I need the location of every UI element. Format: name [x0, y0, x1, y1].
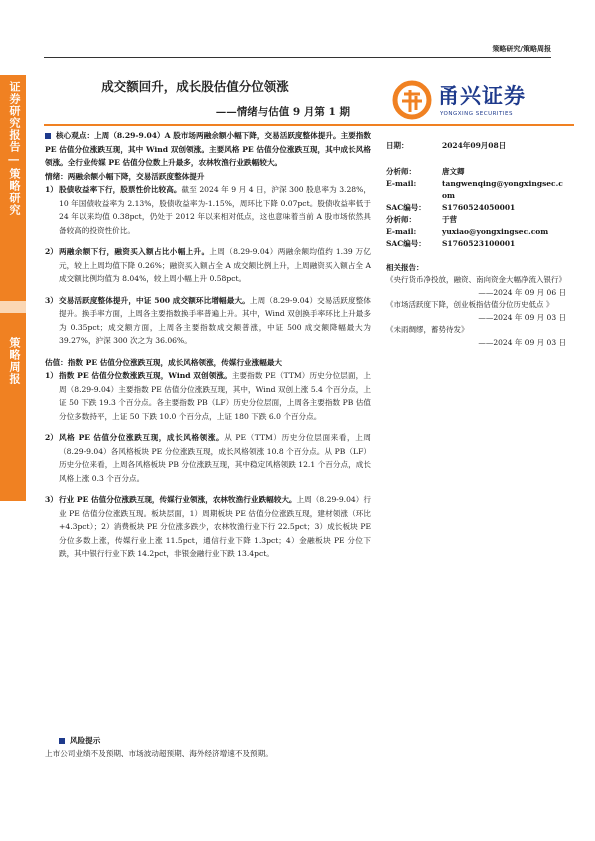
list-item [45, 493, 371, 561]
list-item [45, 294, 371, 348]
analyst-sac: S1760523100001 [442, 239, 516, 248]
analyst-sac-row [386, 202, 566, 214]
section-sentiment-head: 情绪：两融余额小幅下降，交易活跃度整体提升 [45, 171, 205, 181]
core-label: 核心观点： [56, 131, 95, 140]
item-lead: 行业 PE 估值分位涨跌互现，传媒行业领涨，农林牧渔行业跌幅较大。 [59, 495, 297, 504]
item-num: 3） [45, 295, 58, 305]
analyst-sac: S1760524050001 [442, 203, 516, 212]
report-date: 2024年09月08日 [442, 141, 507, 150]
title-rule [44, 124, 574, 126]
related-reports-head: 相关报告： [386, 263, 424, 272]
related-report-title: 《央行货币净投放，融资、南向资金大幅净流入银行》 [386, 275, 566, 284]
logo-name: 甬兴证券 [438, 84, 526, 108]
item-num: 1） [45, 185, 58, 194]
risk-text: 上市公司业绩不及预期、市场波动超预期、海外经济增速不及预期。 [45, 749, 273, 758]
risk-section [45, 734, 565, 760]
analyst-email-link[interactable]: tangwenqing@yongxingsec.com [442, 179, 563, 200]
analyst-sac-row [386, 238, 566, 250]
bullet-square-icon [59, 738, 65, 744]
related-report-date: ——2024 年 09 月 06 日 [478, 287, 566, 297]
date-row [386, 140, 566, 152]
info-sidebar [386, 140, 566, 349]
analyst-name-row [386, 214, 566, 226]
item-text: 上周（8.29-9.04）两融余额均值约 1.39 万亿元，较上上周均值下降 0.26%；融资买入额占全 A 成交额比例上升，上周融资买入额占全 A 成交额比例均值为 8.04%，较上周小幅上升 0.58pct。 [59, 247, 371, 283]
item-text: 截至 2024 年 9 月 4 日，沪深 300 股息率为 3.28%，10 年国债收益率为 2.13%，股债收益率为-1.15%，周环比下降 0.07pct。股债收益率低于 24 年以来均值 0.38pct，仍处于 2012 年以来相对低点，这也意味着当前 A 股市场依然具备较高的投资性价比。 [59, 185, 371, 235]
section-valuation-head: 估值：指数 PE 估值分位涨跌互现，成长风格领涨，传媒行业涨幅最大 [45, 357, 283, 367]
item-lead: 股债收益率下行，股票性价比较高。 [59, 185, 182, 194]
list-item [45, 183, 371, 237]
related-report-date: ——2024 年 09 月 03 日 [478, 312, 566, 322]
item-lead: 交易活跃度整体提升，中证 500 成交额环比增幅最大。 [59, 295, 250, 305]
item-lead: 风格 PE 估值分位涨跌互现，成长风格领涨。 [59, 433, 225, 442]
date-label: 日期： [386, 141, 409, 150]
logo-mark-icon [390, 78, 434, 122]
analyst-email-row [386, 178, 566, 202]
side-band-bottom [0, 313, 26, 501]
item-text: 主要指数 PE（TTM）历史分位层面，上周（8.29-9.04）主要指数 PE 估值分位涨跌互现，其中，Wind 双创上涨 5.4 个百分点，上证 50 下跌 19.3 个百分点。各主要指数 PB（LF）历史分位层面，上周各主要指数 PB 估值分位多数持平，上证 50 下跌 10.0 个百分点，上证 180 下跌 6.0 个百分点。 [59, 371, 371, 421]
title-block [40, 77, 350, 119]
risk-head-text: 风险提示 [70, 736, 101, 745]
side-label-top: 证券研究报告 | 策略研究 [8, 81, 21, 216]
item-lead: 指数 PE 估值分位数涨跌互现，Wind 双创领涨。 [59, 371, 232, 380]
header-tag: 策略研究/策略周报 [492, 45, 551, 53]
sac-label: SAC编号： [386, 203, 426, 212]
analyst-email-row [386, 226, 566, 238]
analyst-email-link[interactable]: yuxiao@yongxingsec.com [442, 227, 549, 236]
risk-head [45, 734, 565, 747]
report-subtitle: ——情绪与估值 9 月第 1 期 [215, 106, 350, 118]
sac-label: SAC编号： [386, 239, 426, 248]
item-num: 2） [45, 433, 58, 442]
item-num: 2） [45, 247, 58, 256]
report-title: 成交额回升，成长股估值分位领涨 [101, 79, 289, 94]
analyst-label: 分析师： [386, 167, 416, 176]
main-content [45, 129, 371, 561]
email-label: E-mail: [386, 227, 417, 236]
side-band-top [0, 75, 26, 301]
side-band-divider [0, 301, 26, 313]
analyst-label: 分析师： [386, 215, 416, 224]
item-text: 上周（8.29-9.04）交易活跃度整体提升。换手率方面，上周各主要指数换手率普遍上升。其中，Wind 双创换手率环比上升最多为 0.35pct；成交额方面，上周各主要指数成交额普涨，中证 500 成交额降幅最大为 39.27%，沪深 300 次之为 36.06%。 [59, 295, 371, 345]
related-report[interactable] [386, 324, 566, 349]
core-text: 上周（8.29-9.04）A 股市场两融余额小幅下降，交易活跃度整体提升。主要指数 PE 估值分位涨跌互现，其中 Wind 双创领涨。主要风格 PE 估值分位涨跌互现，其中成长风格领涨。全行业传媒 PE 估值分位数上升最多，农林牧渔行业跌幅较大。 [45, 131, 371, 167]
core-view [45, 129, 371, 170]
list-item [45, 245, 371, 286]
item-num: 1） [45, 371, 58, 380]
analyst-name: 唐文卿 [442, 167, 465, 176]
related-report-title: 《未雨绸缪，蓄势待发》 [386, 325, 469, 334]
related-report-title: 《市场活跃度下降，创业板指估值分位历史低点 》 [386, 300, 554, 309]
bullet-square-icon [45, 133, 51, 139]
analyst-name: 于营 [442, 215, 457, 224]
item-num: 3） [45, 495, 58, 504]
side-label-bottom: 策略周报 [8, 337, 21, 385]
list-item [45, 369, 371, 423]
related-report[interactable] [386, 274, 566, 299]
logo-en: YONGXING SECURITIES [440, 111, 514, 117]
header-rule [44, 57, 551, 58]
email-label: E-mail: [386, 179, 417, 188]
item-lead: 两融余额下行，融资买入额占比小幅上升。 [59, 247, 210, 256]
list-item [45, 431, 371, 485]
analyst-name-row [386, 166, 566, 178]
item-text: 从 PE（TTM）历史分位层面来看，上周（8.29-9.04）各风格板块 PE 分位涨跌互现，成长风格领涨 10.8 个百分点。从 PB（LF）历史分位来看，上周各风格板块 PB 分位涨跌互现，其中稳定风格领跌 12.1 个百分点，成长风格上涨 0.3 个百分点。 [59, 433, 371, 483]
related-report[interactable] [386, 299, 566, 324]
related-report-date: ——2024 年 09 月 03 日 [478, 337, 566, 347]
company-logo [390, 78, 550, 124]
item-text: 上周（8.29-9.04）行业 PE 估值分位涨跌互现。板块层面，1）周期板块 PE 估值分位涨跌互现，建材领涨（环比+4.3pct）；2）消费板块 PE 分位涨多跌少，农林牧渔行业下行 22.5pct；3）成长板块 PE 分位多数上涨，传媒行业上涨 11.5pct，通信行业下降 1.3pct；4）金融板块 PE 分位下跌，其中银行行业下跌 14.2pct，非银金融行业下跌 13.4pct。 [59, 495, 371, 558]
